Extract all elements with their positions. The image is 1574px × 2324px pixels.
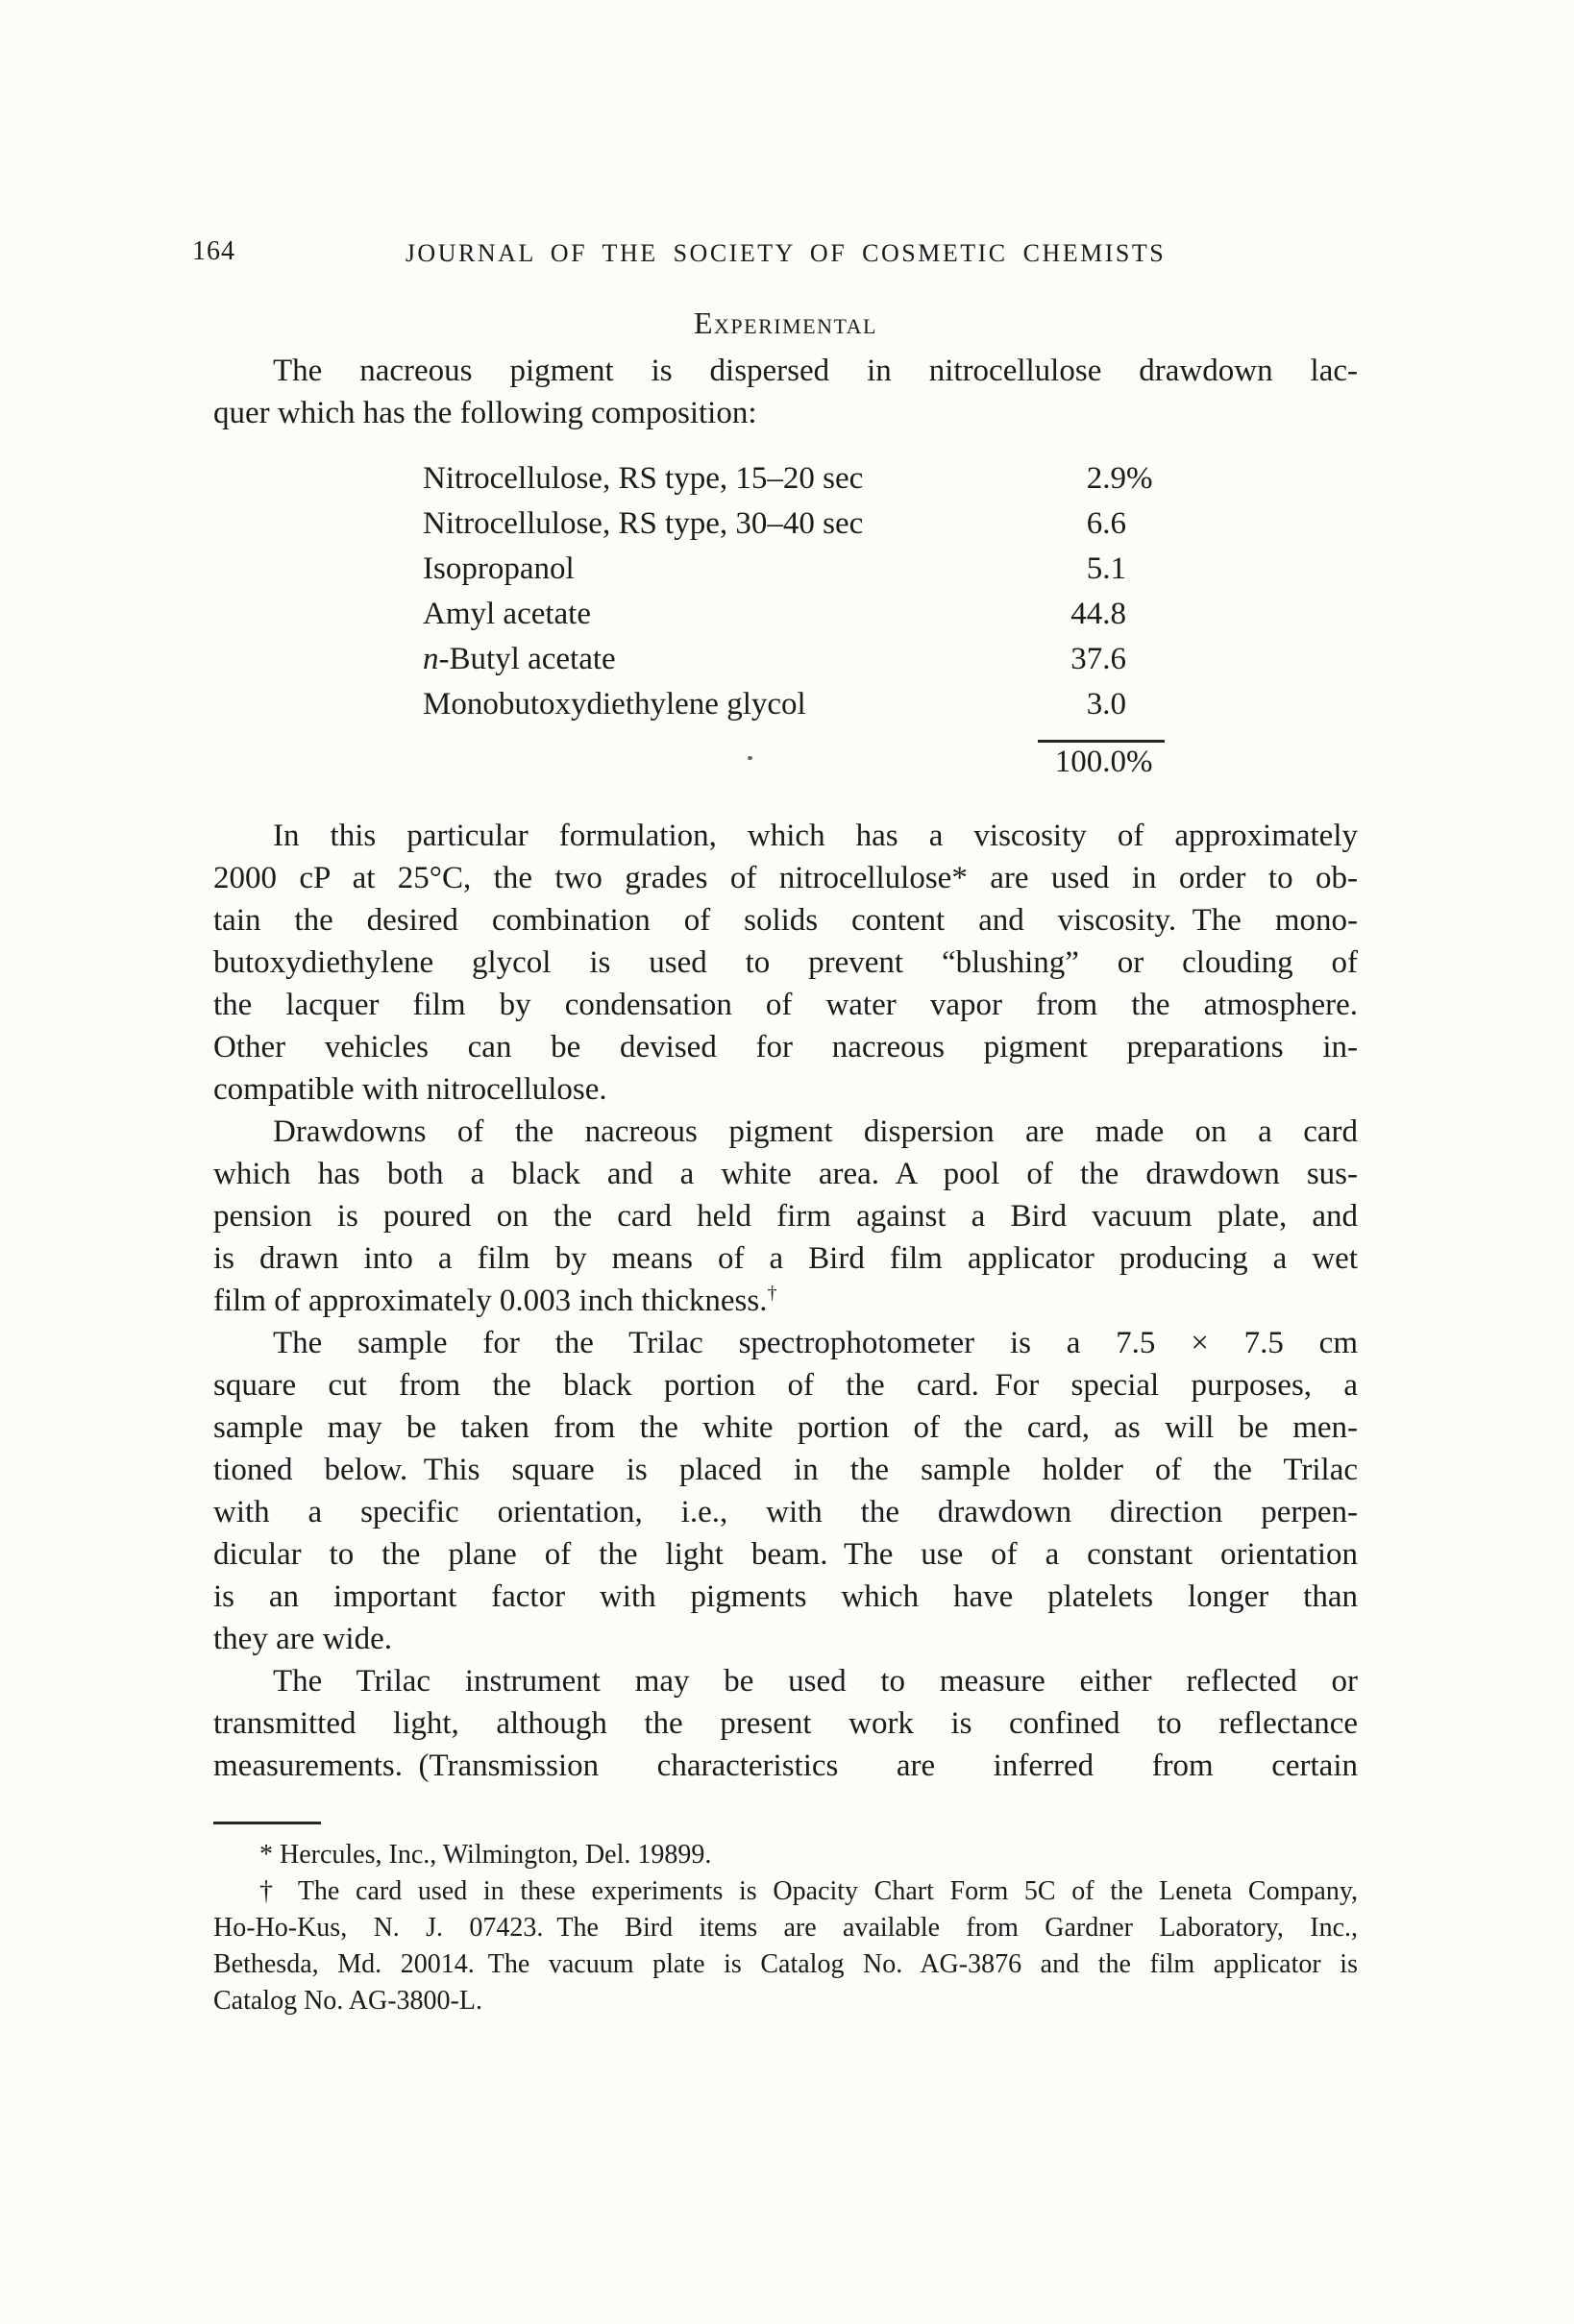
paragraph-trilac bbox=[213, 1660, 1358, 1787]
body-line: 2000 cP at 25°C, the two grades of nitrocellulose* are used in order to ob- bbox=[213, 861, 1358, 895]
body-line: square cut from the black portion of the card. For special purposes, a bbox=[213, 1368, 1358, 1403]
body-line: the lacquer film by condensation of water vapor from the atmosphere. bbox=[213, 988, 1358, 1022]
body-line: sample may be taken from the white portion of the card, as will be men- bbox=[213, 1410, 1358, 1445]
body-line: tioned below. This square is placed in the sample holder of the Trilac bbox=[213, 1453, 1358, 1487]
body-line: Other vehicles can be devised for nacreous pigment preparations in- bbox=[213, 1030, 1358, 1064]
body-line: which has both a black and a white area. A pool of the drawdown sus- bbox=[213, 1157, 1358, 1191]
ingredient-value-unit: % bbox=[1126, 461, 1153, 496]
body-line: butoxydiethylene glycol is used to prevent “blushing” or clouding of bbox=[213, 945, 1358, 980]
table-row bbox=[213, 506, 1358, 551]
footnote-line: Bethesda, Md. 20014. The vacuum plate is Catalog No. AG-3876 and the film applicator is bbox=[213, 1949, 1358, 1979]
total-rule bbox=[1038, 740, 1165, 743]
body-line: film of approximately 0.003 inch thickness.† bbox=[213, 1283, 777, 1318]
ingredient-label: Monobutoxydiethylene glycol bbox=[423, 687, 806, 722]
ingredient-label: Nitrocellulose, RS type, 15–20 sec bbox=[423, 461, 864, 496]
ingredient-value: 37.6 bbox=[1070, 642, 1126, 676]
body-line: tain the desired combination of solids content and viscosity. The mono- bbox=[213, 903, 1358, 938]
footnote-line: Ho-Ho-Kus, N. J. 07423. The Bird items are available from Gardner Laboratory, Inc., bbox=[213, 1913, 1358, 1943]
footnote-line: * Hercules, Inc., Wilmington, Del. 19899. bbox=[259, 1840, 712, 1870]
paragraph-formulation bbox=[213, 815, 1358, 1111]
body-line: The sample for the Trilac spectrophotometer is a 7.5 × 7.5 cm bbox=[273, 1326, 1358, 1360]
paragraph-intro bbox=[213, 350, 1358, 434]
composition-table bbox=[213, 461, 1358, 790]
body-line: compatible with nitrocellulose. bbox=[213, 1072, 607, 1107]
table-row bbox=[213, 597, 1358, 642]
paragraph-sample bbox=[213, 1322, 1358, 1660]
ingredient-value: 44.8 bbox=[1070, 597, 1126, 631]
footnote-line: Catalog No. AG-3800-L. bbox=[213, 1986, 482, 2016]
journal-title: JOURNAL OF THE SOCIETY OF COSMETIC CHEMISTS bbox=[405, 239, 1167, 267]
section-heading: Experimental bbox=[694, 306, 877, 340]
ingredient-label: n-Butyl acetate bbox=[423, 642, 616, 676]
body-line: transmitted light, although the present work is confined to reflectance bbox=[213, 1706, 1358, 1741]
body-line: In this particular formulation, which has a viscosity of approximately bbox=[273, 819, 1358, 853]
body-line: The nacreous pigment is dispersed in nitrocellulose drawdown lac- bbox=[273, 354, 1358, 388]
footnote-line: † The card used in these experiments is Opacity Chart Form 5C of the Leneta Company, bbox=[259, 1876, 1358, 1906]
body-line: they are wide. bbox=[213, 1622, 392, 1656]
table-row bbox=[213, 551, 1358, 597]
ingredient-label: Amyl acetate bbox=[423, 597, 591, 631]
body-line: The Trilac instrument may be used to measure either reflected or bbox=[273, 1664, 1358, 1699]
body-line: quer which has the following composition: bbox=[213, 396, 757, 430]
ingredient-value: 3.0 bbox=[1086, 687, 1126, 722]
table-row bbox=[213, 687, 1358, 732]
table-row bbox=[213, 461, 1358, 506]
body-line: is drawn into a film by means of a Bird film applicator producing a wet bbox=[213, 1241, 1358, 1276]
footnotes bbox=[213, 1837, 1358, 2019]
ingredient-value: 2.9 bbox=[1086, 461, 1126, 496]
body-line: is an important factor with pigments which have platelets longer than bbox=[213, 1579, 1358, 1614]
ingredient-value: 6.6 bbox=[1086, 506, 1126, 541]
scan-speck-artifact bbox=[748, 756, 752, 760]
body-line: with a specific orientation, i.e., with the drawdown direction perpen- bbox=[213, 1495, 1358, 1529]
body-line: Drawdowns of the nacreous pigment dispersion are made on a card bbox=[273, 1114, 1358, 1149]
body-line: dicular to the plane of the light beam. The use of a constant orientation bbox=[213, 1537, 1358, 1572]
total-value-unit: % bbox=[1126, 745, 1153, 779]
total-row bbox=[213, 745, 1358, 790]
ingredient-label: Isopropanol bbox=[423, 551, 575, 586]
ingredient-label: Nitrocellulose, RS type, 30–40 sec bbox=[423, 506, 864, 541]
body-line: pension is poured on the card held firm against a Bird vacuum plate, and bbox=[213, 1199, 1358, 1234]
footnote-divider-rule bbox=[213, 1822, 321, 1824]
ingredient-value: 5.1 bbox=[1086, 551, 1126, 586]
dagger-footnote-marker: † bbox=[767, 1283, 777, 1304]
total-value: 100.0 bbox=[1054, 745, 1126, 779]
page-number: 164 bbox=[192, 236, 235, 266]
table-row bbox=[213, 642, 1358, 687]
body-line: measurements. (Transmission characteristics are inferred from certain bbox=[213, 1749, 1358, 1783]
paragraph-drawdowns bbox=[213, 1111, 1358, 1322]
